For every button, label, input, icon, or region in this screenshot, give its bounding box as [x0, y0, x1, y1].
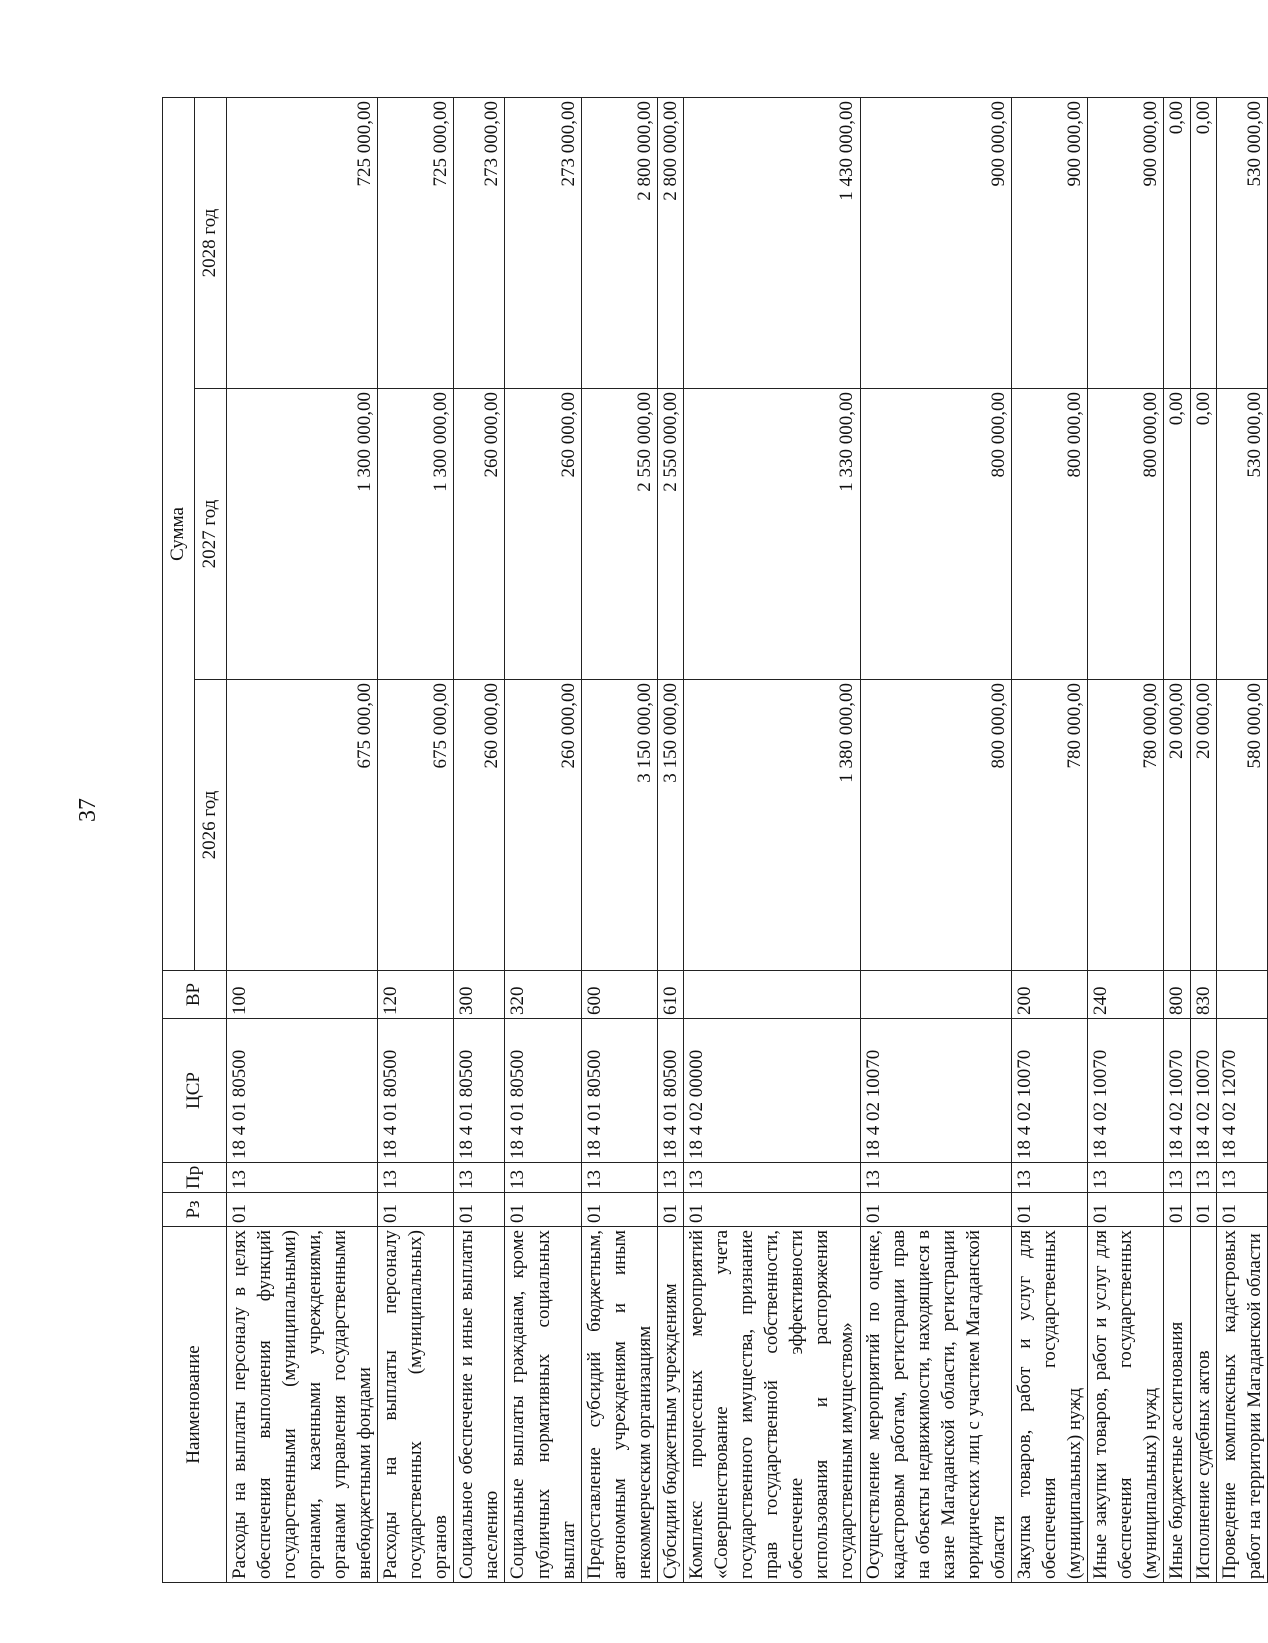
cell-vr: 200 [1012, 971, 1088, 1019]
cell-csr: 18 4 01 80500 [226, 1019, 377, 1163]
cell-rz: 01 [1164, 1193, 1190, 1227]
header-sum: Сумма [163, 97, 195, 970]
cell-2028: 273 000,00 [505, 97, 581, 388]
cell-2028: 1 430 000,00 [684, 97, 861, 388]
cell-vr: 830 [1190, 971, 1216, 1019]
cell-name: Комплекс процессных мероприятий «Совершенствование учета государственного имущества, признание прав государственной собственности, обеспечение эффективности использования и распоряжения государственным имуществом» [684, 1227, 861, 1583]
cell-vr [684, 971, 861, 1019]
cell-rz: 01 [657, 1193, 683, 1227]
table-row [657, 97, 683, 1582]
cell-2026: 780 000,00 [1088, 680, 1164, 971]
table-row [505, 97, 581, 1582]
cell-name: Закупка товаров, работ и услуг для обеспечения государственных (муниципальных) нужд [1012, 1227, 1088, 1583]
table-row [581, 97, 657, 1582]
header-vr: ВР [163, 971, 227, 1019]
table-row [1216, 97, 1267, 1582]
cell-vr: 800 [1164, 971, 1190, 1019]
header-row [163, 97, 195, 1582]
cell-csr: 18 4 01 80500 [378, 1019, 454, 1163]
table-row [454, 97, 505, 1582]
header-rz: Рз [163, 1193, 227, 1227]
cell-vr: 240 [1088, 971, 1164, 1019]
cell-rz: 01 [1190, 1193, 1216, 1227]
cell-csr: 18 4 01 80500 [454, 1019, 505, 1163]
cell-rz: 01 [505, 1193, 581, 1227]
cell-2027: 0,00 [1190, 389, 1216, 680]
cell-pr: 13 [581, 1163, 657, 1193]
cell-2026: 20 000,00 [1164, 680, 1190, 971]
cell-name: Субсидии бюджетным учреждениям [657, 1227, 683, 1583]
cell-2028: 0,00 [1190, 97, 1216, 388]
table-row [860, 97, 1011, 1582]
cell-name: Расходы на выплаты персоналу государственных (муниципальных) органов [378, 1227, 454, 1583]
cell-csr: 18 4 01 80500 [581, 1019, 657, 1163]
cell-2027: 1 300 000,00 [226, 389, 377, 680]
cell-2028: 900 000,00 [860, 97, 1011, 388]
cell-pr: 13 [226, 1163, 377, 1193]
table-row [378, 97, 454, 1582]
cell-name: Осуществление мероприятий по оценке, кадастровым работам, регистрации прав на объекты недвижимости, находящиеся в казне Магаданской области, регистрации юридических лиц с участием Магаданской области [860, 1227, 1011, 1583]
table-row [684, 97, 861, 1582]
cell-pr: 13 [378, 1163, 454, 1193]
header-name: Наименование [163, 1227, 227, 1583]
cell-csr: 18 4 02 10070 [1088, 1019, 1164, 1163]
cell-pr: 13 [1190, 1163, 1216, 1193]
cell-rz: 01 [226, 1193, 377, 1227]
cell-2026: 580 000,00 [1216, 680, 1267, 971]
cell-vr: 610 [657, 971, 683, 1019]
table-row [226, 97, 377, 1582]
cell-2027: 800 000,00 [1088, 389, 1164, 680]
cell-pr: 13 [1216, 1163, 1267, 1193]
cell-2026: 800 000,00 [860, 680, 1011, 971]
cell-2026: 1 380 000,00 [684, 680, 861, 971]
cell-2027: 2 550 000,00 [581, 389, 657, 680]
cell-2028: 273 000,00 [454, 97, 505, 388]
cell-csr: 18 4 02 10070 [1012, 1019, 1088, 1163]
cell-2028: 2 800 000,00 [581, 97, 657, 388]
cell-pr: 13 [684, 1163, 861, 1193]
cell-2027: 0,00 [1164, 389, 1190, 680]
table-row [1088, 97, 1164, 1582]
cell-2026: 260 000,00 [454, 680, 505, 971]
cell-pr: 13 [657, 1163, 683, 1193]
cell-name: Социальное обеспечение и иные выплаты населению [454, 1227, 505, 1583]
cell-2027: 530 000,00 [1216, 389, 1267, 680]
cell-csr: 18 4 02 10070 [1164, 1019, 1190, 1163]
table-row [1190, 97, 1216, 1582]
cell-name: Социальные выплаты гражданам, кроме публичных нормативных социальных выплат [505, 1227, 581, 1583]
cell-pr: 13 [505, 1163, 581, 1193]
cell-2027: 800 000,00 [860, 389, 1011, 680]
cell-2026: 20 000,00 [1190, 680, 1216, 971]
cell-2027: 2 550 000,00 [657, 389, 683, 680]
cell-vr: 120 [378, 971, 454, 1019]
cell-rz: 01 [454, 1193, 505, 1227]
header-2027: 2027 год [194, 389, 226, 680]
cell-2026: 3 150 000,00 [581, 680, 657, 971]
cell-name: Исполнение судебных актов [1190, 1227, 1216, 1583]
cell-2028: 530 000,00 [1216, 97, 1267, 388]
cell-name: Проведение комплексных кадастровых работ на территории Магаданской области [1216, 1227, 1267, 1583]
cell-rz: 01 [860, 1193, 1011, 1227]
cell-pr: 13 [454, 1163, 505, 1193]
cell-2028: 900 000,00 [1012, 97, 1088, 388]
rotated-table-container [162, 98, 1265, 1583]
cell-2026: 260 000,00 [505, 680, 581, 971]
cell-2027: 800 000,00 [1012, 389, 1088, 680]
header-pr: Пр [163, 1163, 227, 1193]
header-csr: ЦСР [163, 1019, 227, 1163]
cell-2028: 725 000,00 [378, 97, 454, 388]
cell-csr: 18 4 01 80500 [657, 1019, 683, 1163]
cell-vr: 320 [505, 971, 581, 1019]
cell-rz: 01 [1012, 1193, 1088, 1227]
cell-vr [860, 971, 1011, 1019]
cell-rz: 01 [581, 1193, 657, 1227]
cell-rz: 01 [684, 1193, 861, 1227]
header-2028: 2028 год [194, 97, 226, 388]
cell-2028: 725 000,00 [226, 97, 377, 388]
cell-name: Иные закупки товаров, работ и услуг для обеспечения государственных (муниципальных) нужд [1088, 1227, 1164, 1583]
cell-2027: 260 000,00 [505, 389, 581, 680]
cell-rz: 01 [1216, 1193, 1267, 1227]
cell-2027: 1 300 000,00 [378, 389, 454, 680]
cell-csr: 18 4 02 10070 [860, 1019, 1011, 1163]
cell-csr: 18 4 02 10070 [1190, 1019, 1216, 1163]
cell-csr: 18 4 01 80500 [505, 1019, 581, 1163]
cell-2027: 260 000,00 [454, 389, 505, 680]
cell-pr: 13 [1088, 1163, 1164, 1193]
cell-2027: 1 330 000,00 [684, 389, 861, 680]
table-body [226, 97, 1267, 1582]
cell-pr: 13 [1012, 1163, 1088, 1193]
cell-pr: 13 [1164, 1163, 1190, 1193]
cell-vr: 100 [226, 971, 377, 1019]
budget-table [162, 97, 1268, 1583]
cell-rz: 01 [378, 1193, 454, 1227]
page-number: 37 [75, 798, 101, 822]
cell-2026: 3 150 000,00 [657, 680, 683, 971]
cell-vr [1216, 971, 1267, 1019]
table-row [1012, 97, 1088, 1582]
cell-2026: 675 000,00 [226, 680, 377, 971]
cell-vr: 600 [581, 971, 657, 1019]
cell-2028: 2 800 000,00 [657, 97, 683, 388]
cell-2026: 780 000,00 [1012, 680, 1088, 971]
cell-csr: 18 4 02 00000 [684, 1019, 861, 1163]
table-row [1164, 97, 1190, 1582]
cell-2028: 900 000,00 [1088, 97, 1164, 388]
cell-rz: 01 [1088, 1193, 1164, 1227]
cell-name: Предоставление субсидий бюджетным, автономным учреждениям и иным некоммерческим организациям [581, 1227, 657, 1583]
header-2026: 2026 год [194, 680, 226, 971]
cell-name: Иные бюджетные ассигнования [1164, 1227, 1190, 1583]
cell-vr: 300 [454, 971, 505, 1019]
cell-2026: 675 000,00 [378, 680, 454, 971]
cell-pr: 13 [860, 1163, 1011, 1193]
cell-csr: 18 4 02 12070 [1216, 1019, 1267, 1163]
cell-2028: 0,00 [1164, 97, 1190, 388]
cell-name: Расходы на выплаты персоналу в целях обеспечения выполнения функций государственными (муниципальными) органами, казенными учреждениями, органами управления государственными внебюджетными фондами [226, 1227, 377, 1583]
